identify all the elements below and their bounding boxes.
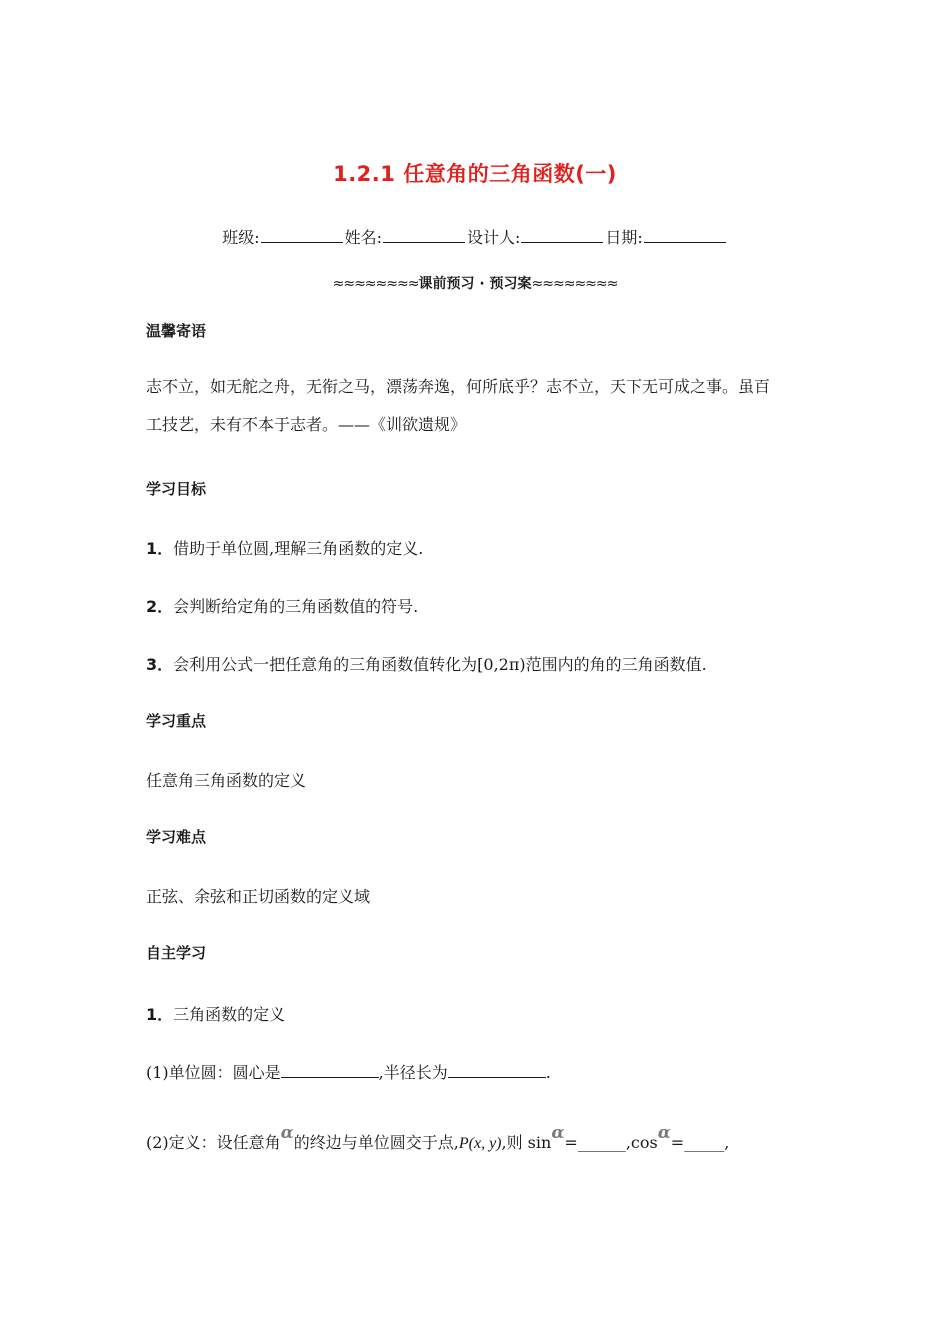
focus-heading: 学习重点 [146, 712, 207, 730]
definition-text-d: =______,cos [564, 1133, 658, 1152]
class-label: 班级: [222, 228, 260, 247]
goal-text: 借助于单位圆,理解三角函数的定义. [173, 539, 424, 558]
section-banner [0, 273, 950, 293]
motto-line-2: 工技艺，未有不本于志者。——《训欲遗规》 [146, 415, 467, 434]
alpha-symbol: α [280, 1123, 294, 1143]
goal-number: 1． [146, 539, 174, 558]
goal-number: 3． [146, 655, 174, 674]
banner-text: 课前预习 · 预习案 [418, 276, 532, 292]
designer-label: 设计人: [467, 228, 521, 247]
student-info-line [0, 225, 950, 248]
motto-heading: 温馨寄语 [146, 322, 207, 340]
goal-text: 会判断给定角的三角函数值的符号. [173, 597, 419, 616]
wave-decoration-right: ≈≈≈≈≈≈≈≈ [531, 276, 618, 292]
definition-question [146, 1123, 846, 1153]
radius-answer-blank [448, 1063, 546, 1078]
date-label: 日期: [605, 228, 643, 247]
question-text-a: (1)单位圆：圆心是 [146, 1063, 281, 1082]
self-study-item-1 [146, 1002, 806, 1025]
motto-text [146, 368, 806, 444]
wave-decoration-left: ≈≈≈≈≈≈≈≈ [332, 276, 419, 292]
alpha-symbol: α [657, 1123, 671, 1143]
question-text-b: ,半径长为 [378, 1063, 448, 1082]
definition-text-c: ,则 sin [501, 1133, 552, 1152]
point-notation: P(x, y) [458, 1135, 502, 1152]
goals-heading: 学习目标 [146, 480, 207, 498]
goal-item-3 [146, 652, 806, 675]
unit-circle-question [146, 1060, 806, 1083]
self-study-heading: 自主学习 [146, 944, 207, 962]
definition-text-b: 的终边与单位圆交于点, [293, 1133, 459, 1152]
focus-text: 任意角三角函数的定义 [146, 771, 307, 790]
difficulty-heading: 学习难点 [146, 828, 207, 846]
document-title: 1.2.1 任意角的三角函数(一) [333, 162, 617, 186]
class-blank [261, 228, 343, 243]
alpha-symbol: α [551, 1123, 565, 1143]
date-blank [644, 228, 726, 243]
item-number: 1． [146, 1005, 174, 1024]
definition-text-e: =_____, [670, 1133, 730, 1152]
definition-text-a: (2)定义：设任意角 [146, 1133, 281, 1152]
item-text: 三角函数的定义 [173, 1005, 286, 1024]
goal-item-2 [146, 594, 806, 617]
difficulty-text: 正弦、余弦和正切函数的定义域 [146, 887, 371, 906]
question-text-c: . [545, 1063, 551, 1082]
goal-text: 会利用公式一把任意角的三角函数值转化为[0,2π)范围内的角的三角函数值. [173, 655, 707, 674]
name-blank [383, 228, 465, 243]
name-label: 姓名: [344, 228, 382, 247]
designer-blank [521, 228, 603, 243]
motto-line-1: 志不立，如无舵之舟，无衔之马，漂荡奔逸，何所底乎？志不立，天下无可成之事。虽百 [146, 377, 771, 396]
goal-number: 2． [146, 597, 174, 616]
center-answer-blank [281, 1063, 379, 1078]
goal-item-1 [146, 536, 806, 559]
